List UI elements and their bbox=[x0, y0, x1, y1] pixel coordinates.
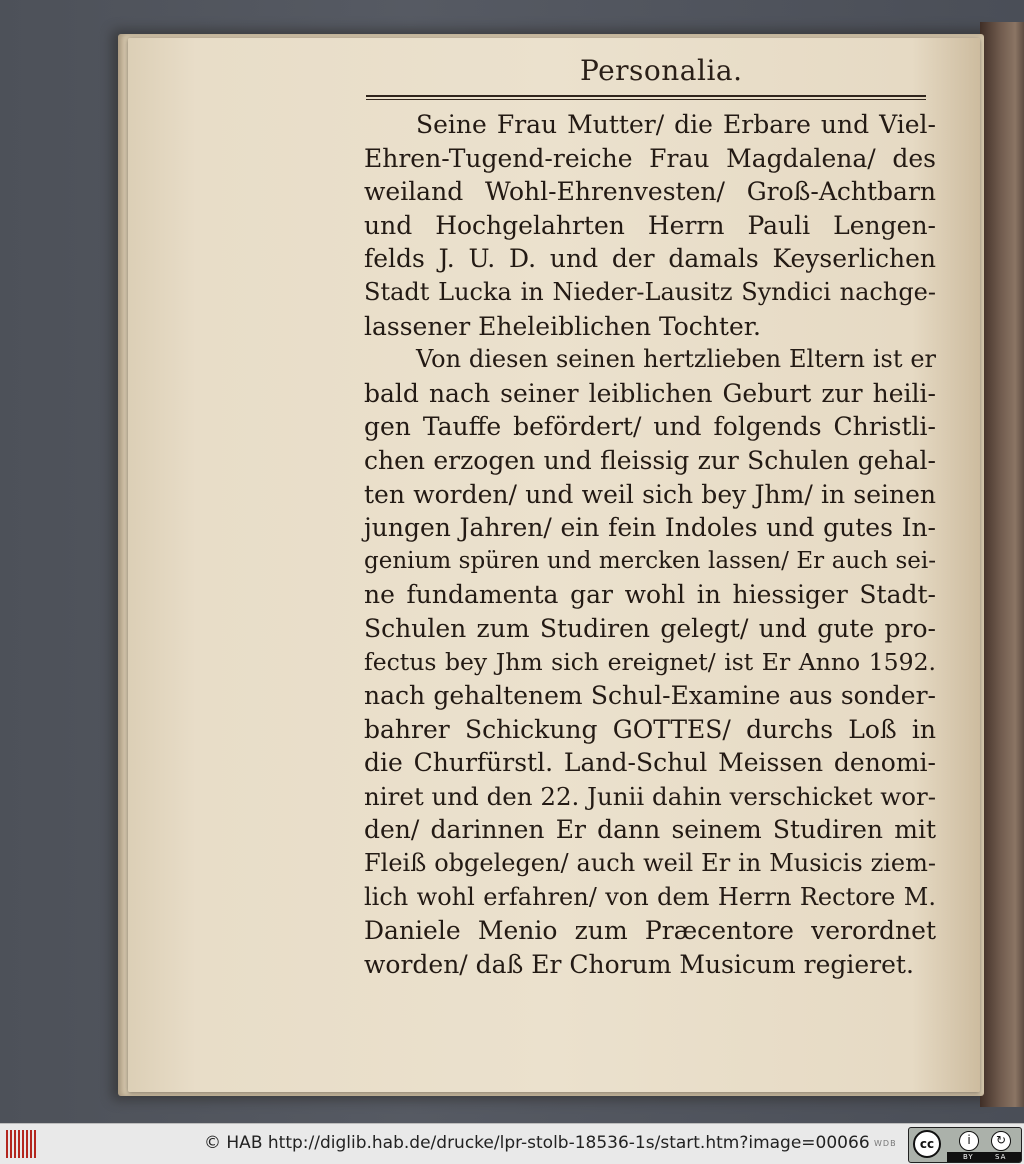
text-line: lich wohl erfahren/ von dem Herrn Rectore M. bbox=[364, 882, 936, 911]
cc-license-badge[interactable] bbox=[908, 1127, 1022, 1163]
text-line: bahrer Schickung GOTTES/ durchs Loß in bbox=[364, 714, 936, 744]
text-line: und Hochgelahrten Herrn Pauli Lengen- bbox=[364, 210, 936, 240]
text-line: Daniele Menio zum Præcentore verordnet bbox=[364, 916, 936, 946]
cc-icon: cc bbox=[913, 1130, 941, 1158]
license-label-strip bbox=[947, 1152, 1021, 1162]
text-line: ne fundamenta gar wohl in hiessiger Stadt- bbox=[364, 580, 936, 610]
text-line: Seine Frau Mutter/ die Erbare und Viel- bbox=[416, 110, 936, 139]
credit-bar bbox=[0, 1123, 1024, 1164]
text-line: niret und den 22. Junii dahin verschicket wor- bbox=[364, 781, 936, 811]
text-line: Von diesen seinen hertzlieben Eltern ist er bbox=[416, 345, 936, 374]
book-edge bbox=[980, 22, 1024, 1107]
text-line: nach gehaltenem Schul-Examine aus sonder- bbox=[364, 681, 936, 711]
hab-logo-icon bbox=[6, 1130, 36, 1158]
text-line: Ehren-Tugend-reiche Frau Magdalena/ des bbox=[364, 143, 936, 173]
credit-link[interactable]: © HAB http://diglib.hab.de/drucke/lpr-stolb-18536-1s/start.htm?image=00066 bbox=[204, 1133, 870, 1153]
wdb-mark: WDB bbox=[874, 1139, 897, 1148]
text-line: felds J. U. D. und der damals Keyserlichen bbox=[364, 244, 936, 274]
text-line: gen Tauffe befördert/ und folgends Christli- bbox=[364, 412, 936, 442]
by-label: BY bbox=[963, 1153, 974, 1161]
text-line: chen erzogen und fleissig zur Schulen gehal- bbox=[364, 445, 936, 475]
text-line: worden/ daß Er Chorum Musicum regieret. bbox=[364, 949, 914, 979]
share-alike-icon: ↻ bbox=[991, 1131, 1011, 1151]
attribution-icon: i bbox=[959, 1131, 979, 1151]
text-line: fectus bey Jhm sich ereignet/ ist Er Anno 1592. bbox=[364, 647, 936, 676]
text-line: ten worden/ und weil sich bey Jhm/ in seinen bbox=[364, 479, 936, 509]
text-line: genium spüren und mercken lassen/ Er auch sei- bbox=[364, 547, 936, 574]
text-line: weiland Wohl-Ehrenvesten/ Groß-Achtbarn bbox=[364, 177, 936, 207]
header-rule bbox=[366, 95, 926, 100]
text-line: Fleiß obgelegen/ auch weil Er in Musicis ziem- bbox=[364, 849, 936, 878]
text-line: lassener Eheleiblichen Tochter. bbox=[364, 311, 761, 341]
text-line: Schulen zum Studiren gelegt/ und gute pro- bbox=[364, 613, 936, 643]
body-text bbox=[364, 108, 936, 981]
text-line: bald nach seiner leiblichen Geburt zur heili- bbox=[364, 378, 936, 408]
text-line: die Churfürstl. Land-Schul Meissen denomi- bbox=[364, 748, 936, 778]
sa-label: SA bbox=[995, 1153, 1007, 1161]
text-line: den/ darinnen Er dann seinem Studiren mit bbox=[364, 815, 936, 845]
text-line: Stadt Lucka in Nieder-Lausitz Syndici nachge- bbox=[364, 277, 936, 306]
text-line: jungen Jahren/ ein fein Indoles und gutes In- bbox=[364, 513, 936, 543]
running-head: Personalia. bbox=[580, 54, 743, 87]
